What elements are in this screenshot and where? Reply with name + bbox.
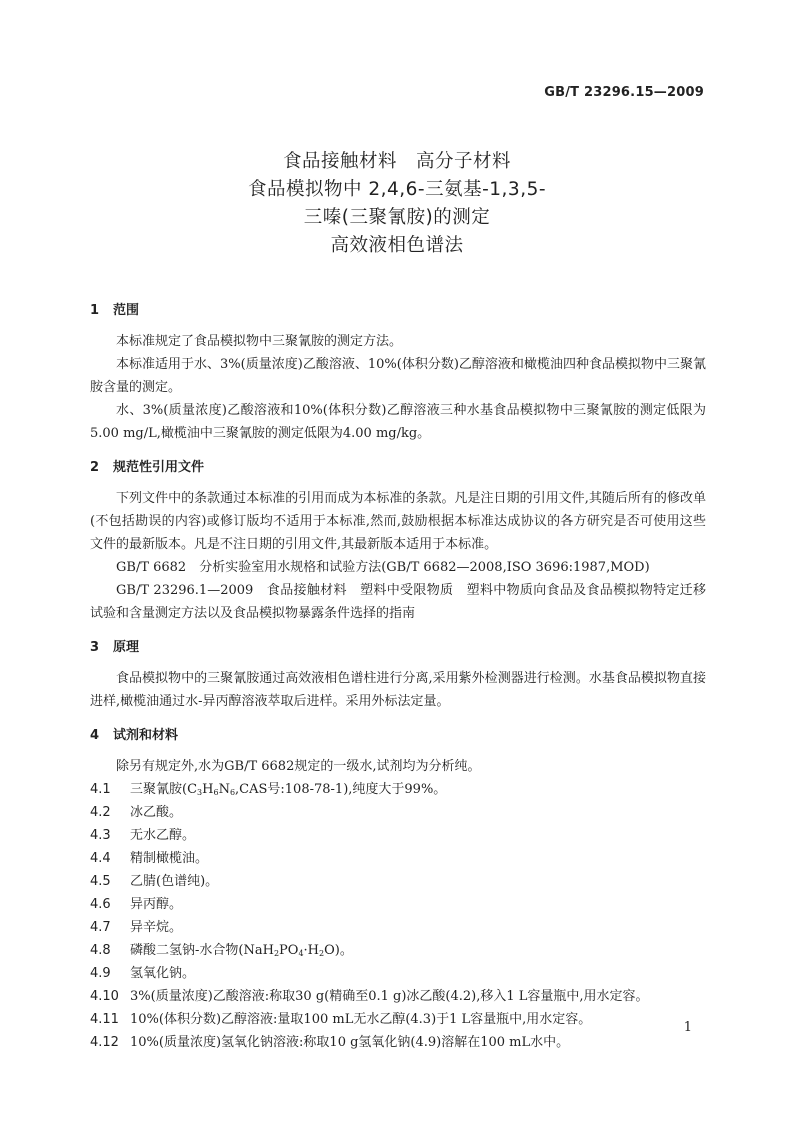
section-2-reference-2: GB/T 23296.1—2009 食品接触材料 塑料中受限物质 塑料中物质向食品及食品模拟物特定迁移试验和含量测定方法以及食品模拟物暴露条件选择的指南 — [90, 583, 706, 621]
section-1-heading: 1 范围 — [90, 303, 140, 318]
title-line-3: 三嗪(三聚氰胺)的测定 — [303, 207, 491, 228]
document-title — [0, 148, 794, 260]
list-item-4-5: 4.5 乙腈(色谱纯)。 — [90, 874, 219, 889]
list-item-4-9: 4.9 氢氧化钠。 — [90, 966, 196, 981]
list-item-4-11: 4.11 10%(体积分数)乙醇溶液:量取100 mL无水乙醇(4.3)于1 L容量瓶中,用水定容。 — [90, 1012, 592, 1027]
section-4-paragraph-1: 除另有规定外,水为GB/T 6682规定的一级水,试剂均为分析纯。 — [116, 759, 481, 774]
list-item-4-2: 4.2 冰乙酸。 — [90, 805, 183, 820]
standard-number: GB/T 23296.15—2009 — [544, 85, 704, 100]
title-line-4: 高效液相色谱法 — [330, 235, 464, 256]
section-1-paragraph-1: 本标准规定了食品模拟物中三聚氰胺的测定方法。 — [116, 334, 403, 349]
list-item-4-1: 4.1 三聚氰胺($C_3H_6N_6,CAS$号:108-78-1),纯度大于99%。 — [90, 782, 447, 797]
title-line-2: 食品模拟物中 2,4,6-三氨基-1,3,5- — [247, 179, 547, 200]
list-item-4-6: 4.6 异丙醇。 — [90, 897, 183, 912]
section-4-heading: 4 试剂和材料 — [90, 728, 179, 743]
section-2-paragraph-1: 下列文件中的条款通过本标准的引用而成为本标准的条款。凡是注日期的引用文件,其随后所有的修改单(不包括勘误的内容)或修订版均不适用于本标准,然而,鼓励根据本标准达成协议的各方研究是否可使用这些文件的最新版本。凡是不注日期的引用文件,其最新版本适用于本标准。 — [90, 491, 706, 552]
section-2-heading: 2 规范性引用文件 — [90, 460, 205, 475]
page-number: 1 — [683, 1020, 692, 1035]
list-item-4-4: 4.4 精制橄榄油。 — [90, 851, 209, 866]
list-item-4-10: 4.10 3%(质量浓度)乙酸溶液:称取30 g(精确至0.1 g)冰乙酸(4.2),移入1 L容量瓶中,用水定容。 — [90, 989, 649, 1004]
section-3-paragraph-1: 食品模拟物中的三聚氰胺通过高效液相色谱柱进行分离,采用紫外检测器进行检测。水基食品模拟物直接进样,橄榄油通过水-异丙醇溶液萃取后进样。采用外标法定量。 — [90, 671, 706, 709]
list-item-4-12: 4.12 10%(质量浓度)氢氧化钠溶液:称取10 g氢氧化钠(4.9)溶解在100 mL水中。 — [90, 1035, 570, 1050]
document-body — [90, 300, 706, 1054]
list-item-4-8: 4.8 磷酸二氢钠-水合物$(NaH_2PO_4\cdot H_2O)$。 — [90, 943, 353, 958]
section-2-reference-1: GB/T 6682 分析实验室用水规格和试验方法(GB/T 6682—2008,ISO 3696:1987,MOD) — [116, 560, 650, 575]
list-item-4-7: 4.7 异辛烷。 — [90, 920, 183, 935]
section-1-paragraph-2: 本标准适用于水、3%(质量浓度)乙酸溶液、10%(体积分数)乙醇溶液和橄榄油四种食品模拟物中三聚氰胺含量的测定。 — [90, 357, 706, 395]
list-item-4-3: 4.3 无水乙醇。 — [90, 828, 196, 843]
title-line-1: 食品接触材料 高分子材料 — [282, 151, 511, 172]
section-1-paragraph-3: 水、3%(质量浓度)乙酸溶液和10%(体积分数)乙醇溶液三种水基食品模拟物中三聚氰胺的测定低限为5.00 mg/L,橄榄油中三聚氰胺的测定低限为4.00 mg/kg。 — [90, 403, 706, 441]
section-3-heading: 3 原理 — [90, 640, 140, 655]
